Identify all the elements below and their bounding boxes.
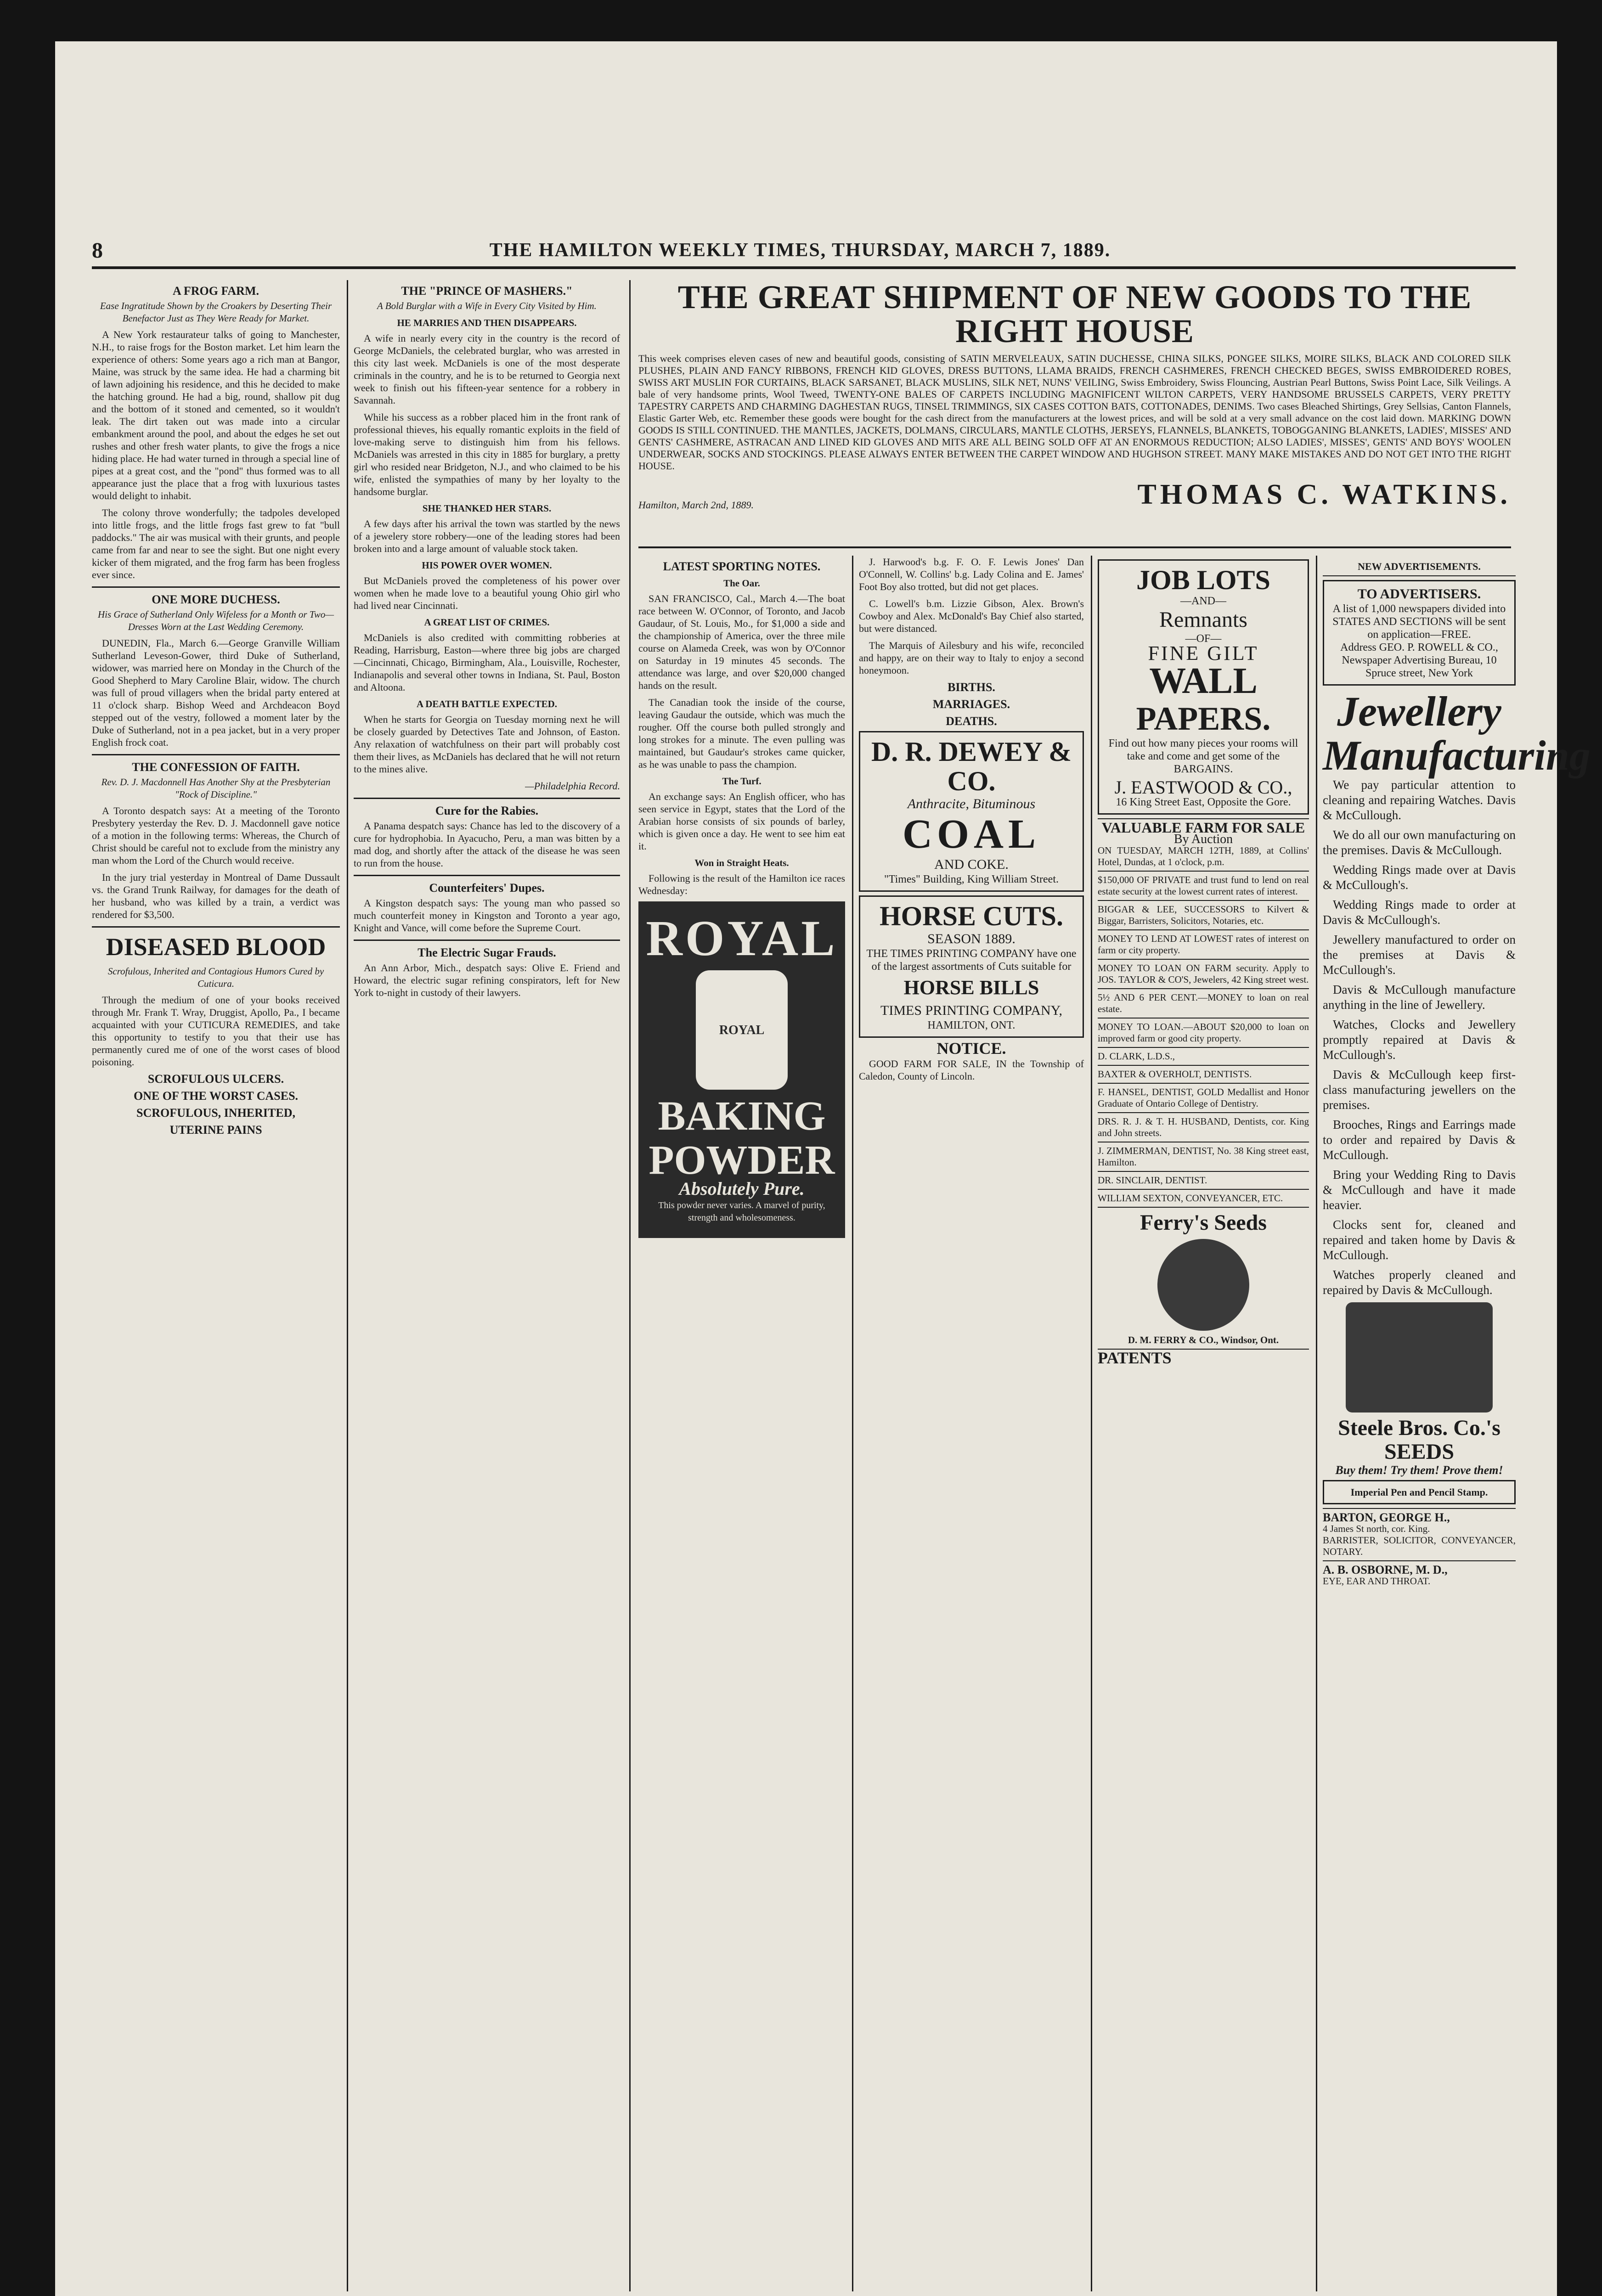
section-heading: DEATHS. [946, 715, 997, 728]
royal-baking-powder-ad [638, 901, 845, 1238]
article-heading: The Electric Sugar Frauds. [417, 946, 556, 959]
article-subheading: Ease Ingratitude Shown by the Croakers by Deserting Their Benefactor Just as They Were Ready for Market. [100, 300, 332, 324]
article-subheading: The Turf. [722, 776, 762, 787]
article-paragraph: A Kingston despatch says: The young man who passed so much counterfeit money in Kingston and Toronto a year ago, Knight and Vance, will come before the Supreme Court. [354, 897, 620, 934]
article-heading: Cure for the Rabies. [435, 804, 539, 817]
article-paragraph: But McDaniels proved the completeness of his power over women when he made love to a beautiful young Ohio girl who had lived near Cincinnati. [354, 575, 620, 611]
classified-ad: BAXTER & OVERHOLT, DENTISTS. [1098, 1065, 1309, 1083]
classified-ad: DRS. R. J. & T. H. HUSBAND, Dentists, cor. King and John streets. [1098, 1112, 1309, 1142]
article-heading: Counterfeiters' Dupes. [429, 881, 545, 895]
article-subheading: SHE THANKED HER STARS. [422, 503, 552, 514]
horse-cuts-body: THE TIMES PRINTING COMPANY have one of the largest assortments of Cuts suitable for [866, 948, 1077, 973]
jewellery-line: Wedding Rings made to order at Davis & McCullough's. [1323, 898, 1516, 927]
classified-ad: J. ZIMMERMAN, DENTIST, No. 38 King street east, Hamilton. [1098, 1142, 1309, 1171]
dewey-address: "Times" Building, King William Street. [884, 873, 1059, 885]
section-heading: NEW ADVERTISEMENTS. [1323, 560, 1516, 576]
column-2 [354, 280, 620, 2291]
section-heading: BIRTHS. [948, 681, 995, 694]
jewellery-line: We pay particular attention to cleaning and repairing Watches. Davis & McCullough. [1323, 778, 1516, 822]
masthead-title: THE HAMILTON WEEKLY TIMES, THURSDAY, MARCH 7, 1889. [489, 240, 1111, 261]
article-paragraph: SAN FRANCISCO, Cal., March 4.—The boat race between W. O'Connor, of Toronto, and Jacob Gaudaur, of St. Louis, Mo., for $1,000 a side and the championship of America, over the three mile course on Alameda Creek, was won by O'Connor on Saturday in 19 minutes 45 seconds. The attendance was large, and over $20,000 changed hands on the result. [638, 593, 845, 691]
royal-title: ROYAL [646, 910, 838, 966]
article-credit: —Philadelphia Record. [525, 780, 620, 792]
article-heading: THE "PRINCE OF MASHERS." [401, 284, 573, 298]
dewey-coal: COAL [902, 811, 1041, 857]
classified-ad: BIGGAR & LEE, SUCCESSORS to Kilvert & Biggar, Barristers, Solicitors, Notaries, etc. [1098, 900, 1309, 929]
article-subheading: A DEATH BATTLE EXPECTED. [416, 698, 558, 709]
jewellery-line: Brooches, Rings and Earrings made to order and repaired by Davis & McCullough. [1323, 1118, 1516, 1162]
article-paragraph: C. Lowell's b.m. Lizzie Gibson, Alex. Brown's Cowboy and Alex. McDonald's Bay Chief also started, but were distanced. [859, 598, 1084, 634]
horse-cuts-season: SEASON 1889. [927, 931, 1015, 946]
article-subheading: His Grace of Sutherland Only Wifeless for a Month or Two—Dresses Worn at the Last Wedding Ceremony. [97, 609, 334, 632]
article-paragraph: A Panama despatch says: Chance has led to the discovery of a cure for hydrophobia. In Ayacucho, Peru, a man was bitten by a mad dog, and shortly after the attack of the disease he was seen to run from the house. [354, 820, 620, 869]
article-subheading: Rev. D. J. Macdonnell Has Another Shy at the Presbyterian "Rock of Discipline." [101, 777, 331, 800]
classified-ad: MONEY TO LEND AT LOWEST rates of interest on farm or city property. [1098, 929, 1309, 959]
wall-papers-body: Find out how many pieces your rooms will take and come and get some of the BARGAINS. [1108, 737, 1298, 775]
farm-sale-title: VALUABLE FARM FOR SALE [1101, 819, 1305, 836]
classified-ad: $150,000 OF PRIVATE and trust fund to lend on real estate security at the lowest current rates of interest. [1098, 871, 1309, 900]
article-paragraph: An Ann Arbor, Mich., despatch says: Olive E. Friend and Howard, the electric sugar refining conspirators, left for New York to-night in custody of their lawyers. [354, 962, 620, 998]
of-divider: —OF— [1185, 633, 1222, 645]
shipment-merchant: THOMAS C. WATKINS. [1137, 479, 1511, 510]
dewey-coal-ad [859, 731, 1084, 892]
classified-ad: DR. SINCLAIR, DENTIST. [1098, 1171, 1309, 1189]
article-heading: A FROG FARM. [173, 284, 259, 298]
barton-title: BARRISTER, SOLICITOR, CONVEYANCER, NOTARY. [1323, 1535, 1516, 1557]
ad-paragraph: Through the medium of one of your books received through Mr. Frank T. Wray, Druggist, Apollo, Pa., I became acquainted with your CUTICURA REMEDIES, and take this opportunity to testify to you that their use has permanently cured me of one of the worst cases of blood poisoning. [92, 994, 340, 1068]
fine-gilt: FINE GILT [1148, 642, 1259, 664]
horse-cuts-title: HORSE CUTS. [879, 901, 1064, 931]
farm-sale-body: ON TUESDAY, MARCH 12TH, 1889, at Collins' Hotel, Dundas, at 1 o'clock, p.m. [1098, 845, 1309, 867]
royal-tagline: Absolutely Pure. [679, 1178, 805, 1199]
remnants: Remnants [1159, 608, 1247, 632]
job-lots: JOB LOTS [1136, 565, 1270, 595]
ad-heading: UTERINE PAINS [169, 1123, 262, 1137]
shipment-signature [638, 478, 1511, 511]
jewellery-line: We do all our own manufacturing on the premises. Davis & McCullough. [1323, 828, 1516, 857]
article-subheading: HE MARRIES AND THEN DISAPPEARS. [397, 317, 577, 328]
eastwood-address: 16 King Street East, Opposite the Gore. [1116, 796, 1291, 808]
article-heading: ONE MORE DUCHESS. [152, 593, 280, 606]
column-4 [859, 556, 1084, 2291]
jewellery-line: Wedding Rings made over at Davis & McCullough's. [1323, 863, 1516, 892]
masthead [92, 234, 1516, 269]
column-6 [1323, 556, 1591, 2291]
article-paragraph: When he starts for Georgia on Tuesday morning next he will be closely guarded by Detectives Tate and Johnson, of Easton. Any relaxation of watchfulness on their part will probably cost them their lives, as McDaniels has declared that he will not return to the mines alive. [354, 714, 620, 775]
ferry-seeds-ad [1098, 1207, 1309, 1349]
to-advertisers-title: TO ADVERTISERS. [1357, 586, 1481, 602]
dewey-name: D. R. DEWEY & CO. [871, 737, 1072, 796]
horse-cuts-ad [859, 895, 1084, 1038]
farm-sale-sub: By Auction [1173, 832, 1233, 846]
seed-packet-icon [1157, 1239, 1249, 1331]
baking-powder-can-icon [696, 970, 788, 1090]
osborne-ad [1323, 1560, 1516, 1590]
royal-can-label: ROYAL [719, 1023, 765, 1037]
wall-papers-ad [1098, 559, 1309, 815]
article-paragraph: A few days after his arrival the town was startled by the news of a jewelery store robbery—one of the leading stores had been broken into and a large amount of valuable stock taken. [354, 518, 620, 554]
page-number: 8 [92, 238, 103, 263]
jewellery-line: Bring your Wedding Ring to Davis & McCullough and have it made heavier. [1323, 1168, 1516, 1212]
classified-ad: 5½ AND 6 PER CENT.—MONEY to loan on real estate. [1098, 988, 1309, 1018]
article-paragraph: A Toronto despatch says: At a meeting of the Toronto Presbytery yesterday the Rev. D. J. Macdonnell gave notice of a motion in the following terms: Whereas, the Church of Christ should be careful not to exclude from the ministry any man whom the Lord of the Church would receive. [92, 805, 340, 866]
royal-powder: POWDER [649, 1137, 835, 1183]
jewellery-line: Watches properly cleaned and repaired by Davis & McCullough. [1323, 1268, 1516, 1297]
printing-company: TIMES PRINTING COMPANY, [880, 1003, 1062, 1018]
ad-heading: ONE OF THE WORST CASES. [133, 1089, 299, 1103]
barton-ad [1323, 1508, 1516, 1560]
article-paragraph: DUNEDIN, Fla., March 6.—George Granville William Sutherland Leveson-Gower, third Duke of Sutherland, widower, was married here on Monday in the Church of the Good Shepherd to Mary Caroline Blair, widow. The church was full of proud villagers when the bridal party entered at 11 o'clock sharp. Bishop Weed and Archdeacon Boyd stepped out of the vestry, followed a moment later by the Duke of Sutherland, not in a pea jacket, but in a very proper English frock coat. [92, 637, 340, 748]
barton-address: 4 James St north, cor. King. [1323, 1523, 1430, 1534]
classified-ad: WILLIAM SEXTON, CONVEYANCER, ETC. [1098, 1189, 1309, 1207]
notice-heading: NOTICE. [936, 1039, 1006, 1058]
steele-seeds-heading: Steele Bros. Co.'s SEEDS [1338, 1416, 1500, 1464]
article-paragraph: The Canadian took the inside of the course, leaving Gaudaur the outside, which was much the rougher. Off the course both pulled strongly and long strokes for a minute. The even pulling was maintained, but Gaudaur's strokes came quicker, as he was unable to pass the champion. [638, 697, 845, 770]
farm-sale-ad [1098, 818, 1309, 871]
column-3 [638, 556, 845, 2291]
notice-body: GOOD FARM FOR SALE, IN the Township of Caledon, County of Lincoln. [859, 1058, 1084, 1082]
column-1 [92, 280, 340, 2291]
and-divider: —AND— [1180, 595, 1226, 607]
horse-bills: HORSE BILLS [903, 976, 1039, 999]
ad-heading: SCROFULOUS, INHERITED, [136, 1106, 295, 1120]
classified-ad: MONEY TO LOAN ON FARM security. Apply to JOS. TAYLOR & CO'S, Jewelers, 42 King street west. [1098, 959, 1309, 988]
article-paragraph: In the jury trial yesterday in Montreal of Dame Dussault vs. the Grand Trunk Railway, for damages for the death of her husband, who was killed by a train, a verdict was rendered for $3,500. [92, 872, 340, 920]
article-subheading: The Oar. [723, 578, 760, 589]
newspaper-page [55, 41, 1591, 2296]
to-advertisers-ad [1323, 580, 1516, 686]
shipment-body: This week comprises eleven cases of new and beautiful goods, consisting of SATIN MERVELEAUX, SATIN DUCHESSE, CHINA SILKS, PONGEE SILKS, MOIRE SILKS, BLACK AND COLORED SILK PLUSHES, PLAIN AND FANCY RIBBONS, FRENCH KID GLOVES, DRESS BUTTONS, LLAMA BRAIDS, FRENCH CASHMERES, FRENCH CHECKED BEGES, SWISS EMBROIDERED ROBES, SWISS ART MUSLIN FOR CURTAINS, BLACK SARSANET, BLACK MUSLINS, SILK NET, NUNS' VEILING, Swiss Embroidery, Swiss Flouncing, Austrian Pearl Buttons, Swiss Point Lace, Silk Veilings. A bale of very handsome prints, Wool Tweed, TWENTY-ONE BALES OF CARPETS INCLUDING MAGNIFICENT WILTON CARPETS, VERY HANDSOME BRUSSELS CARPETS, VERY PRETTY TAPESTRY CARPETS AND CHARMING DAGHESTAN RUGS, TINSEL TRIMMINGS, SIX CASES COTTON BATS, COTTONADES, DENIMS. Two cases Bleached Shirtings, Grey Sellsias, Canton Flannels, Elastic Garter Web, etc. Remember these goods were bought for the cash direct from the manufacturers at the lowest prices, and will be sold at a very small advance on the cost laid down. MARKING DOWN GOODS IS STILL CONTINUED. THE MANTLES, JACKETS, DOLMANS, CIRCULARS, MANTLE CLOTHS, JERSEYS, FLANNELS, BLANKETS, TOBOGGANING BLANKETS, LADIES', MISSES' AND GENTS' CASHMERE, ASTRACAN AND LINED KID GLOVES AND MITS ARE ALL BEING SOLD OFF AT AN ENORMOUS REDUCTION; ALSO LADIES', MISSES', GENTS' AND BOYS' WOOLEN UNDERWEAR, SOCKS AND STOCKINGS. PLEASE ALWAYS ENTER BETWEEN THE CARPET WINDOW AND HUGHSON STREET. MANY MAKE MISTAKES AND DO NOT GET INTO THE RIGHT HOUSE. [638, 353, 1511, 472]
jewellery-line: Davis & McCullough keep first-class manufacturing jewellers on the premises. [1323, 1068, 1516, 1112]
article-heading: THE CONFESSION OF FAITH. [132, 760, 300, 774]
classified-ad: MONEY TO LOAN.—ABOUT $20,000 to loan on improved farm or good city property. [1098, 1018, 1309, 1047]
jewellery-line: Watches, Clocks and Jewellery promptly repaired at Davis & McCullough's. [1323, 1018, 1516, 1062]
ad-heading: DISEASED BLOOD [106, 933, 326, 961]
ferry-seeds-title: Ferry's Seeds [1140, 1210, 1267, 1235]
article-paragraph: Following is the result of the Hamilton ice races Wednesday: [638, 872, 845, 896]
printing-location: HAMILTON, ONT. [927, 1019, 1015, 1031]
ad-heading: SCROFULOUS ULCERS. [147, 1072, 284, 1086]
article-paragraph: J. Harwood's b.g. F. O. F. Lewis Jones' Dan O'Connell, W. Collins' b.g. Lady Colina and E. James' Foot Boy also trotted, but did not get places. [859, 556, 1084, 592]
classified-ad: D. CLARK, L.D.S., [1098, 1047, 1309, 1065]
shipment-headline: THE GREAT SHIPMENT OF NEW GOODS TO THE RIGHT HOUSE [677, 279, 1472, 349]
article-paragraph: An exchange says: An English officer, who has seen service in Egypt, states that the Lord of the Arabian horse consists of six pounds of barley, which is given once a day. He went to see him eat it. [638, 791, 845, 852]
ad-subheading: Scrofulous, Inherited and Contagious Humors Cured by Cuticura. [107, 966, 324, 989]
seed-illustration-icon [1346, 1302, 1493, 1412]
pen-stamp-ad: Imperial Pen and Pencil Stamp. [1323, 1480, 1516, 1504]
royal-body: This powder never varies. A marvel of purity, strength and wholesomeness. [658, 1200, 825, 1223]
article-subheading: A Bold Burglar with a Wife in Every City Visited by Him. [377, 300, 597, 311]
eastwood-name: J. EASTWOOD & CO., [1114, 777, 1292, 798]
to-advertisers-address: Address GEO. P. ROWELL & CO., Newspaper Advertising Bureau, 10 Spruce street, New York [1340, 642, 1498, 679]
ferry-seeds-address: D. M. FERRY & CO., Windsor, Ont. [1128, 1334, 1279, 1345]
osborne-specialty: EYE, EAR AND THROAT. [1323, 1576, 1431, 1587]
article-paragraph: A wife in nearly every city in the country is the record of George McDaniels, the celebrated burglar, who was arrested in this city last week. McDaniels is one of the most desperate criminals in the country, and he is to be returned to Georgia next week to finish out his fifteen-year sentence for a robbery in Savannah. [354, 332, 620, 406]
dewey-coke: AND COKE. [934, 857, 1009, 872]
article-subheading: HIS POWER OVER WOMEN. [422, 560, 552, 571]
article-subheading: Won in Straight Heats. [694, 857, 789, 868]
barton-name: BARTON, GEORGE H., [1323, 1511, 1450, 1524]
shipment-advertisement [638, 280, 1511, 548]
jewellery-line: Jewellery manufactured to order on the premises at Davis & McCullough's. [1323, 933, 1516, 977]
jewellery-line: Clocks sent for, cleaned and repaired and taken home by Davis & McCullough. [1323, 1218, 1516, 1262]
shipment-date: Hamilton, March 2nd, 1889. [638, 499, 754, 511]
papers: PAPERS. [1136, 700, 1271, 737]
wall: WALL [1149, 661, 1258, 701]
steele-seeds-tagline: Buy them! Try them! Prove them! [1335, 1463, 1503, 1477]
classified-ad: F. HANSEL, DENTIST, GOLD Medallist and Honor Graduate of Ontario College of Dentistry. [1098, 1083, 1309, 1112]
to-advertisers-body: A list of 1,000 newspapers divided into STATES AND SECTIONS will be sent on application—FREE. [1332, 603, 1506, 641]
royal-baking: BAKING [658, 1093, 826, 1139]
article-heading: LATEST SPORTING NOTES. [663, 560, 821, 573]
patents-ad: PATENTS [1098, 1349, 1309, 1367]
dewey-line: Anthracite, Bituminous [907, 796, 1036, 811]
article-paragraph: The Marquis of Ailesbury and his wife, reconciled and happy, are on their way to Italy to enjoy a second honeymoon. [859, 640, 1084, 676]
column-5 [1098, 556, 1309, 2291]
article-paragraph: A New York restaurateur talks of going to Manchester, N.H., to raise frogs for the Boston market. Let him learn the experience of others: Some years ago a rich man at Bangor, Maine, was struck by the same idea. He had a charming bit of lawn adjoining his residence, and this he decided to make the hatching ground. He had a big, round, shallow pit dug and the bottom of it stoned and cemented, so it wouldn't leak. The dirt taken out was made into a circular embankment around the pool, and about the edges he set out rushes and other fresh water plants, to give the frogs a nice hiding place. He had water turned in through a special line of pipes at a great cost, and the "pond" thus formed was to all appearance just the place that a frog with luxurious tastes would delight to inhabit. [92, 329, 340, 501]
jewellery-line: Davis & McCullough manufacture anything in the line of Jewellery. [1323, 983, 1516, 1012]
article-paragraph: While his success as a robber placed him in the front rank of professional thieves, his equally romantic exploits in the field of love-making serve to distinguish him from his fellows. McDaniels was arrested in this city in 1885 for burglary, a pretty girl who resided near Bridgeton, N.J., and who claimed to be his wife, enlisted the sympathies of many by her loyalty to the handsome burglar. [354, 411, 620, 497]
jewellery-manufacturing-heading: Jewellery Manufacturing [1323, 688, 1591, 779]
article-paragraph: McDaniels is also credited with committing robberies at Reading, Harrisburg, Easton—where three big jobs are charged—Cincinnati, Chicago, Birmingham, Ala., Louisville, Rochester, Indianapolis and several other towns in Indiana, St. Paul, Boston and Altoona. [354, 632, 620, 693]
osborne-name: A. B. OSBORNE, M. D., [1323, 1563, 1448, 1576]
article-subheading: A GREAT LIST OF CRIMES. [424, 617, 550, 628]
article-paragraph: The colony throve wonderfully; the tadpoles developed into little frogs, and the little frogs fast grew to fat "bull paddocks." The air was musical with their grunts, and people came from far and near to see the sight. But one night every kicker of them migrated, and the frog farm has been frogless ever since. [92, 507, 340, 580]
section-heading: MARRIAGES. [932, 698, 1010, 711]
